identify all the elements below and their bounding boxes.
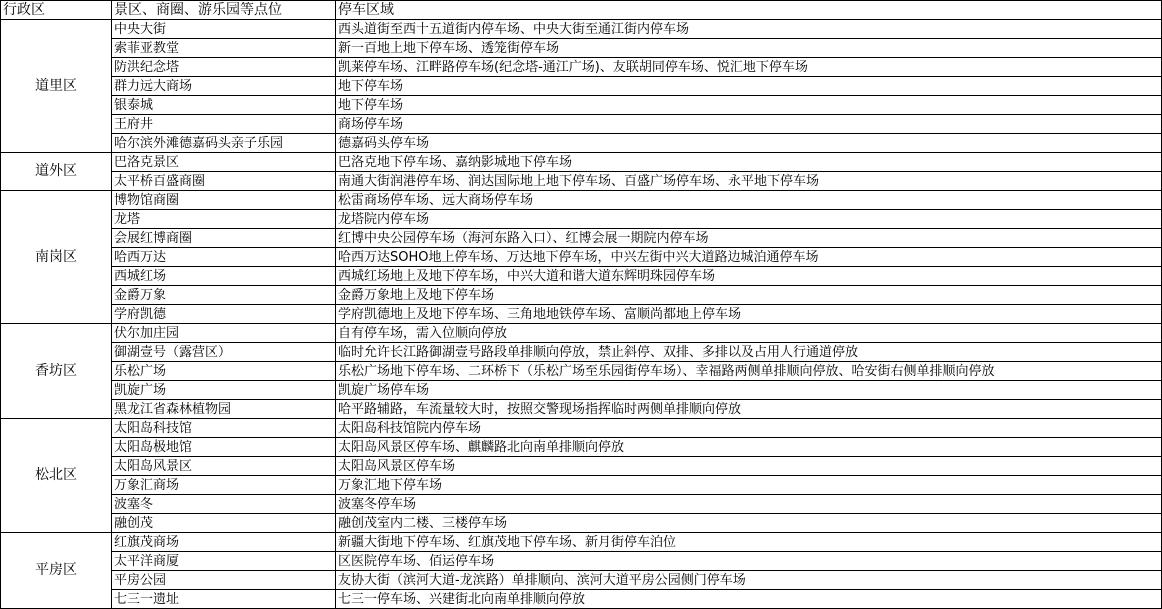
- header-row: [1, 1, 1162, 20]
- table-row: [1, 362, 1162, 381]
- parking-area-cell: 学府凯德地上及地下停车场、三角地地铁停车场、富顺尚都地上停车场: [336, 305, 1162, 324]
- table-row: [1, 58, 1162, 77]
- location-cell: 学府凯德: [112, 305, 336, 324]
- table-row: [1, 552, 1162, 571]
- parking-area-cell: 龙塔院内停车场: [336, 210, 1162, 229]
- parking-area-cell: 商场停车场: [336, 115, 1162, 134]
- parking-area-cell: 金爵万象地上及地下停车场: [336, 286, 1162, 305]
- parking-area-cell: 太阳岛风景区停车场: [336, 457, 1162, 476]
- table-row: [1, 590, 1162, 609]
- parking-area-cell: 临时允许长江路御湖壹号路段单排顺向停放，禁止斜停、双排、多排以及占用人行通道停放: [336, 343, 1162, 362]
- location-cell: 伏尔加庄园: [112, 324, 336, 343]
- parking-area-cell: 巴洛克地下停车场、嘉纳影城地下停车场: [336, 153, 1162, 172]
- parking-area-cell: 地下停车场: [336, 77, 1162, 96]
- table-row: [1, 39, 1162, 58]
- header-district: 行政区: [1, 1, 112, 20]
- location-cell: 索菲亚教堂: [112, 39, 336, 58]
- table-row: [1, 438, 1162, 457]
- table-row: [1, 305, 1162, 324]
- parking-area-cell: 地下停车场: [336, 96, 1162, 115]
- parking-area-cell: 新一百地上地下停车场、透笼街停车场: [336, 39, 1162, 58]
- location-cell: 银泰城: [112, 96, 336, 115]
- table-row: [1, 419, 1162, 438]
- location-cell: 万象汇商场: [112, 476, 336, 495]
- parking-area-cell: 太阳岛风景区停车场、麒麟路北向南单排顺向停放: [336, 438, 1162, 457]
- table-row: [1, 495, 1162, 514]
- parking-area-cell: 凯旋广场停车场: [336, 381, 1162, 400]
- location-cell: 防洪纪念塔: [112, 58, 336, 77]
- parking-area-cell: 哈西万达SOHO地上停车场、万达地下停车场，中兴左街中兴大道路边城泊通停车场: [336, 248, 1162, 267]
- table-row: [1, 533, 1162, 552]
- parking-area-cell: 凯莱停车场、江畔路停车场(纪念塔-通江广场)、友联胡同停车场、悦汇地下停车场: [336, 58, 1162, 77]
- location-cell: 七三一遗址: [112, 590, 336, 609]
- table-row: [1, 514, 1162, 533]
- location-cell: 黑龙江省森林植物园: [112, 400, 336, 419]
- header-location: 景区、商圈、游乐园等点位: [112, 1, 336, 20]
- parking-area-cell: 哈平路辅路，车流量较大时，按照交警现场指挥临时两侧单排顺向停放: [336, 400, 1162, 419]
- table-row: [1, 248, 1162, 267]
- table-row: [1, 381, 1162, 400]
- location-cell: 会展红博商圈: [112, 229, 336, 248]
- location-cell: 凯旋广场: [112, 381, 336, 400]
- table-row: [1, 286, 1162, 305]
- table-row: [1, 134, 1162, 153]
- location-cell: 平房公园: [112, 571, 336, 590]
- table-row: [1, 343, 1162, 362]
- location-cell: 太阳岛科技馆: [112, 419, 336, 438]
- parking-area-cell: 红博中央公园停车场（海河东路入口）、红博会展一期院内停车场: [336, 229, 1162, 248]
- location-cell: 哈尔滨外滩德嘉码头亲子乐园: [112, 134, 336, 153]
- table-row: [1, 457, 1162, 476]
- parking-area-cell: 西头道街至西十五道街内停车场、中央大街至通江街内停车场: [336, 20, 1162, 39]
- parking-area-cell: 友协大街（滨河大道-龙滨路）单排顺向、滨河大道平房公园侧门停车场: [336, 571, 1162, 590]
- table-row: [1, 400, 1162, 419]
- parking-area-cell: 融创茂室内二楼、三楼停车场: [336, 514, 1162, 533]
- parking-area-cell: 新疆大街地下停车场、红旗茂地下停车场、新月街停车泊位: [336, 533, 1162, 552]
- parking-area-cell: 西城红场地上及地下停车场，中兴大道和谐大道东辉明珠园停车场: [336, 267, 1162, 286]
- table-row: [1, 476, 1162, 495]
- location-cell: 乐松广场: [112, 362, 336, 381]
- parking-area-cell: 万象汇地下停车场: [336, 476, 1162, 495]
- table-row: [1, 115, 1162, 134]
- district-cell: 松北区: [1, 419, 112, 533]
- district-cell: 南岗区: [1, 191, 112, 324]
- location-cell: 博物馆商圈: [112, 191, 336, 210]
- district-cell: 道里区: [1, 20, 112, 153]
- parking-area-cell: 德嘉码头停车场: [336, 134, 1162, 153]
- parking-area-cell: 自有停车场，需入位顺向停放: [336, 324, 1162, 343]
- district-cell: 平房区: [1, 533, 112, 609]
- location-cell: 太平洋商厦: [112, 552, 336, 571]
- table-row: [1, 571, 1162, 590]
- table-row: [1, 191, 1162, 210]
- location-cell: 金爵万象: [112, 286, 336, 305]
- parking-area-cell: 太阳岛科技馆院内停车场: [336, 419, 1162, 438]
- header-parking-area: 停车区域: [336, 1, 1162, 20]
- table-row: [1, 96, 1162, 115]
- location-cell: 融创茂: [112, 514, 336, 533]
- location-cell: 太阳岛极地馆: [112, 438, 336, 457]
- location-cell: 太阳岛风景区: [112, 457, 336, 476]
- parking-area-cell: 松雷商场停车场、远大商场停车场: [336, 191, 1162, 210]
- district-cell: 道外区: [1, 153, 112, 191]
- location-cell: 中央大街: [112, 20, 336, 39]
- district-cell: 香坊区: [1, 324, 112, 419]
- location-cell: 西城红场: [112, 267, 336, 286]
- location-cell: 巴洛克景区: [112, 153, 336, 172]
- table-row: [1, 229, 1162, 248]
- table-row: [1, 324, 1162, 343]
- table-row: [1, 153, 1162, 172]
- table-row: [1, 77, 1162, 96]
- parking-area-cell: 七三一停车场、兴建街北向南单排顺向停放: [336, 590, 1162, 609]
- table-row: [1, 172, 1162, 191]
- location-cell: 御湖壹号（露营区）: [112, 343, 336, 362]
- location-cell: 王府井: [112, 115, 336, 134]
- table-row: [1, 210, 1162, 229]
- location-cell: 龙塔: [112, 210, 336, 229]
- parking-area-cell: 波塞冬停车场: [336, 495, 1162, 514]
- table-row: [1, 267, 1162, 286]
- parking-area-cell: 乐松广场地下停车场、二环桥下（乐松广场至乐园街停车场）、幸福路两侧单排顺向停放、哈安街右侧单排顺向停放: [336, 362, 1162, 381]
- parking-area-cell: 区医院停车场、佰运停车场: [336, 552, 1162, 571]
- location-cell: 红旗茂商场: [112, 533, 336, 552]
- location-cell: 太平桥百盛商圈: [112, 172, 336, 191]
- table-row: [1, 20, 1162, 39]
- location-cell: 波塞冬: [112, 495, 336, 514]
- location-cell: 群力远大商场: [112, 77, 336, 96]
- location-cell: 哈西万达: [112, 248, 336, 267]
- parking-area-cell: 南通大街润港停车场、润达国际地上地下停车场、百盛广场停车场、永平地下停车场: [336, 172, 1162, 191]
- table-body: [1, 20, 1162, 609]
